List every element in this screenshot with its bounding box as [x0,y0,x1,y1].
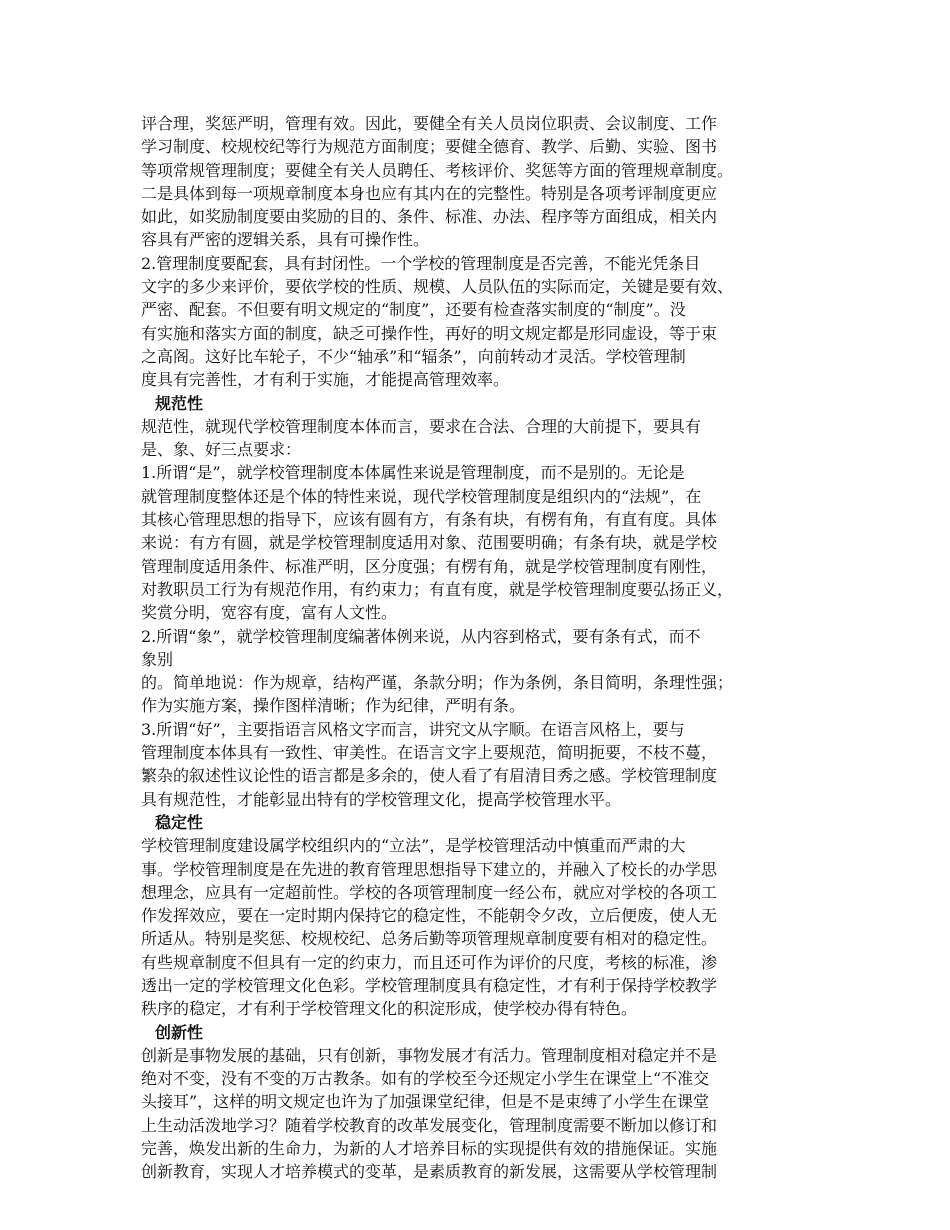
text-line: 2.所谓“象”，就学校管理制度编著体例来说，从内容到格式，要有条有式，而不 [141,626,701,646]
text-line: 是、象、好三点要求： [141,440,302,460]
text-line: 繁杂的叙述性议论性的语言都是多余的，使人看了有眉清目秀之感。学校管理制度 [141,766,718,786]
text-line: 容具有严密的逻辑关系，具有可操作性。 [141,230,430,250]
text-line: 就管理制度整体还是个体的特性来说，现代学校管理制度是组织内的“法规”，在 [141,486,702,506]
text-line: 创新是事物发展的基础，只有创新，事物发展才有活力。管理制度相对稳定并不是 [141,1045,718,1065]
text-line: 2.管理制度要配套，具有封闭性。一个学校的管理制度是否完善，不能光凭条目 [141,253,701,273]
text-line: 作发挥效应，要在一定时期内保持它的稳定性，不能朝令夕改，立后便废，使人无 [141,906,718,926]
text-line: 规范性，就现代学校管理制度本体而言，要求在合法、合理的大前提下，要具有 [141,416,702,436]
text-line: 评合理，奖惩严明，管理有效。因此，要健全有关人员岗位职责、会议制度、工作 [141,114,718,133]
text-line: 二是具体到每一项规章制度本身也应有其内在的完整性。特别是各项考评制度更应 [141,183,718,203]
section-heading: 稳定性 [155,812,204,832]
text-line: 作为实施方案，操作图样清晰；作为纪律，严明有条。 [141,696,526,716]
text-line: 其核心管理思想的指导下，应该有圆有方，有条有块，有楞有角，有直有度。具体 [141,510,718,530]
text-line: 文字的多少来评价，要依学校的性质、规模、人员队伍的实际而定，关键是要有效、 [141,277,734,297]
text-line: 具有规范性，才能彰显出特有的学校管理文化，提高学校管理水平。 [141,789,622,809]
text-line: 象别 [141,649,174,669]
text-line: 管理制度适用条件、标准严明，区分度强；有楞有角，就是学校管理制度有刚性， [141,556,718,576]
text-line: 管理制度本体具有一致性、审美性。在语言文字上要规范，简明扼要，不枝不蔓， [141,743,718,763]
text-line: 严密、配套。不但要有明文规定的“制度”，还要有检查落实制度的“制度”。没 [141,300,686,320]
text-line: 有实施和落实方面的制度，缺乏可操作性，再好的明文规定都是形同虚设，等于束 [141,323,718,343]
text-line: 所适从。特别是奖惩、校规校纪、总务后勤等项管理规章制度要有相对的稳定性。 [141,929,718,949]
section-heading: 创新性 [155,1022,204,1042]
text-line: 上生动活泼地学习？随着学校教育的改革发展变化，管理制度需要不断加以修订和 [141,1115,718,1135]
text-line: 的。简单地说：作为规章，结构严谨，条款分明；作为条例，条目简明，条理性强； [141,673,734,693]
text-line: 奖赏分明，宽容有度，富有人文性。 [141,603,398,623]
text-line: 等项常规管理制度；要健全有关人员聘任、考核评价、奖惩等方面的管理规章制度。 [141,160,734,180]
text-line: 对教职员工行为有规范作用，有约束力；有直有度，就是学校管理制度要弘扬正义， [141,579,734,599]
text-line: 头接耳”，这样的明文规定也许为了加强课堂纪律，但是不是束缚了小学生在课堂 [141,1092,710,1112]
text-line: 事。学校管理制度是在先进的教育管理思想指导下建立的，并融入了校长的办学思 [141,859,718,879]
text-line: 创新教育，实现人才培养模式的变革，是素质教育的新发展，这需要从学校管理制 [141,1162,718,1182]
text-line: 如此，如奖励制度要由奖励的目的、条件、标准、办法、程序等方面组成，相关内 [141,207,718,227]
text-line: 1.所谓“是”，就学校管理制度本体属性来说是管理制度，而不是别的。无论是 [141,463,685,483]
text-line: 想理念，应具有一定超前性。学校的各项管理制度一经公布，就应对学校的各项工 [141,882,718,902]
text-line: 秩序的稳定，才有利于学校管理文化的积淀形成，使学校办得有特色。 [141,999,638,1019]
text-line: 绝对不变，没有不变的万古教条。如有的学校至今还规定小学生在课堂上“不准交 [141,1069,710,1089]
text-line: 3.所谓“好”，主要指语言风格文字而言，讲究文从字顺。在语言风格上，要与 [141,719,685,739]
text-line: 来说：有方有圆，就是学校管理制度适用对象、范围要明确；有条有块，就是学校 [141,533,718,553]
text-line: 学校管理制度建设属学校组织内的“立法”，是学校管理活动中慎重而严肃的大 [141,836,686,856]
text-line: 透出一定的学校管理文化色彩。学校管理制度具有稳定性，才有利于保持学校教学 [141,975,718,995]
document-page [141,112,821,1184]
text-line: 完善，焕发出新的生命力，为新的人才培养目标的实现提供有效的措施保证。实施 [141,1139,718,1159]
text-line: 有些规章制度不但具有一定的约束力，而且还可作为评价的尺度，考核的标准，渗 [141,952,718,972]
text-line: 之高阁。这好比车轮子，不少“轴承”和“辐条”，向前转动才灵活。学校管理制 [141,346,686,366]
text-line: 学习制度、校规校纪等行为规范方面制度；要健全德育、教学、后勤、实验、图书 [141,137,718,157]
section-heading: 规范性 [155,393,204,413]
text-line: 度具有完善性，才有利于实施，才能提高管理效率。 [141,370,510,390]
